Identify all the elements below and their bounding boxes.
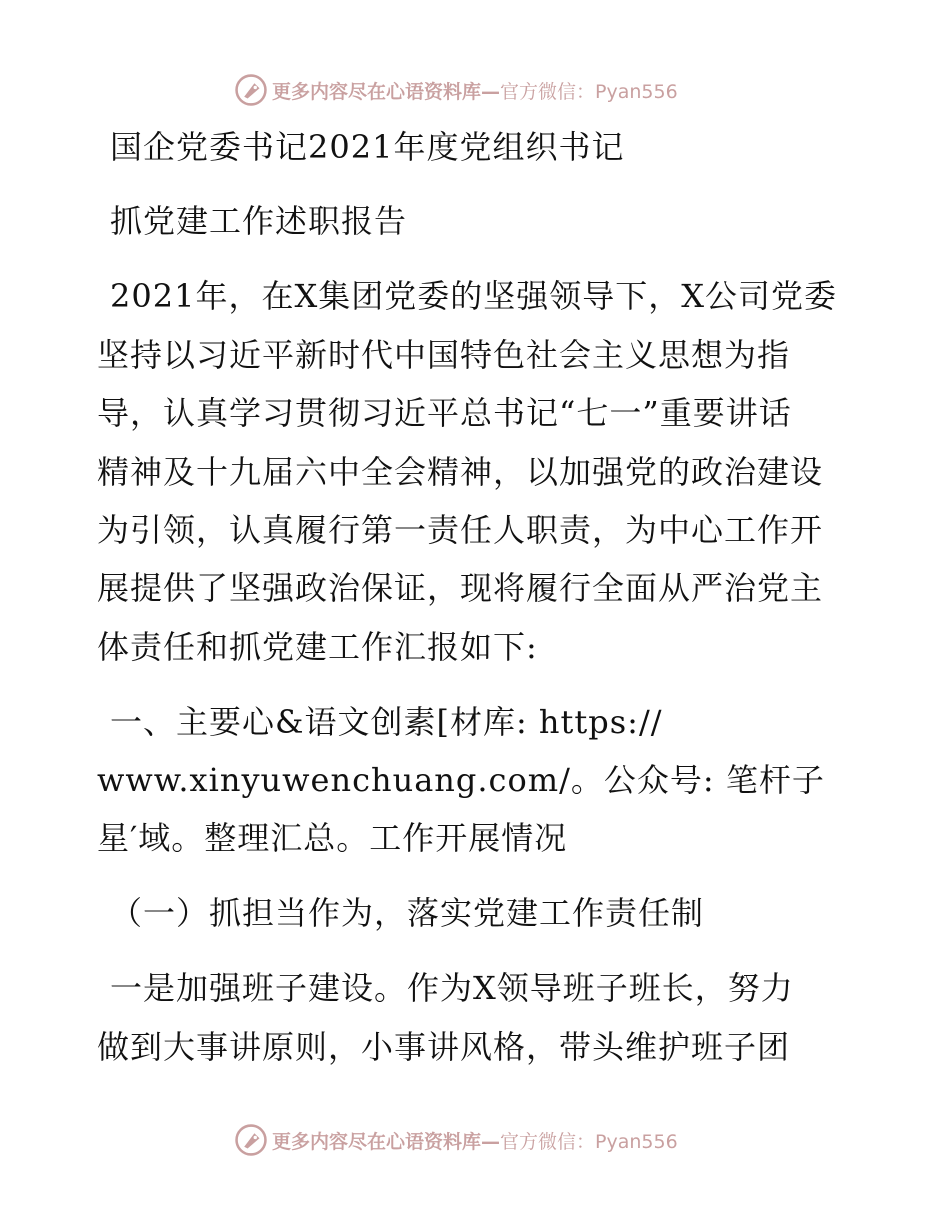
pen-nib-logo-icon [234, 1123, 268, 1157]
para-line: 一是加强班子建设。作为X领导班子班长，努力 [110, 969, 794, 1007]
banner-text: 更多内容尽在心语资料库— [272, 1130, 501, 1153]
banner-text: 更多内容尽在心语资料库— [272, 80, 501, 103]
subsection-heading: （一）抓担当作为，落实党建工作责任制 [110, 894, 705, 932]
doc-title-line2: 抓党建工作述职报告 [110, 202, 408, 240]
intro-line: 导，认真学习贯彻习近平总书记“七一”重要讲话 [97, 394, 792, 432]
para-line: 做到大事讲原则，小事讲风格，带头维护班子团 [97, 1028, 791, 1066]
section1-line: 一、主要心&语文创素[材库: https:// [110, 703, 663, 741]
intro-line: 坚持以习近平新时代中国特色社会主义思想为指 [97, 336, 791, 374]
doc-title-line1: 国企党委书记2021年度党组织书记 [110, 128, 625, 166]
intro-line: 体责任和抓党建工作汇报如下: [97, 628, 538, 666]
intro-line: 为引领，认真履行第一责任人职责，为中心工作开 [97, 511, 824, 549]
section1-line: 星′域。整理汇总。工作开展情况 [97, 819, 568, 857]
pen-nib-logo-icon [234, 73, 268, 107]
section1-line: www.xinyuwenchuang.com/。公众号: 笔杆子 [97, 761, 825, 799]
banner-contact: 官方微信：Pyan556 [500, 1130, 678, 1153]
intro-line: 精神及十九届六中全会精神，以加强党的政治建设 [97, 453, 824, 491]
footer-banner [234, 1120, 678, 1160]
banner-contact: 官方微信：Pyan556 [500, 80, 678, 103]
header-banner [234, 70, 678, 110]
intro-line: 展提供了坚强政治保证，现将履行全面从严治党主 [97, 569, 824, 607]
intro-line: 2021年，在X集团党委的坚强领导下，X公司党委 [110, 277, 838, 315]
